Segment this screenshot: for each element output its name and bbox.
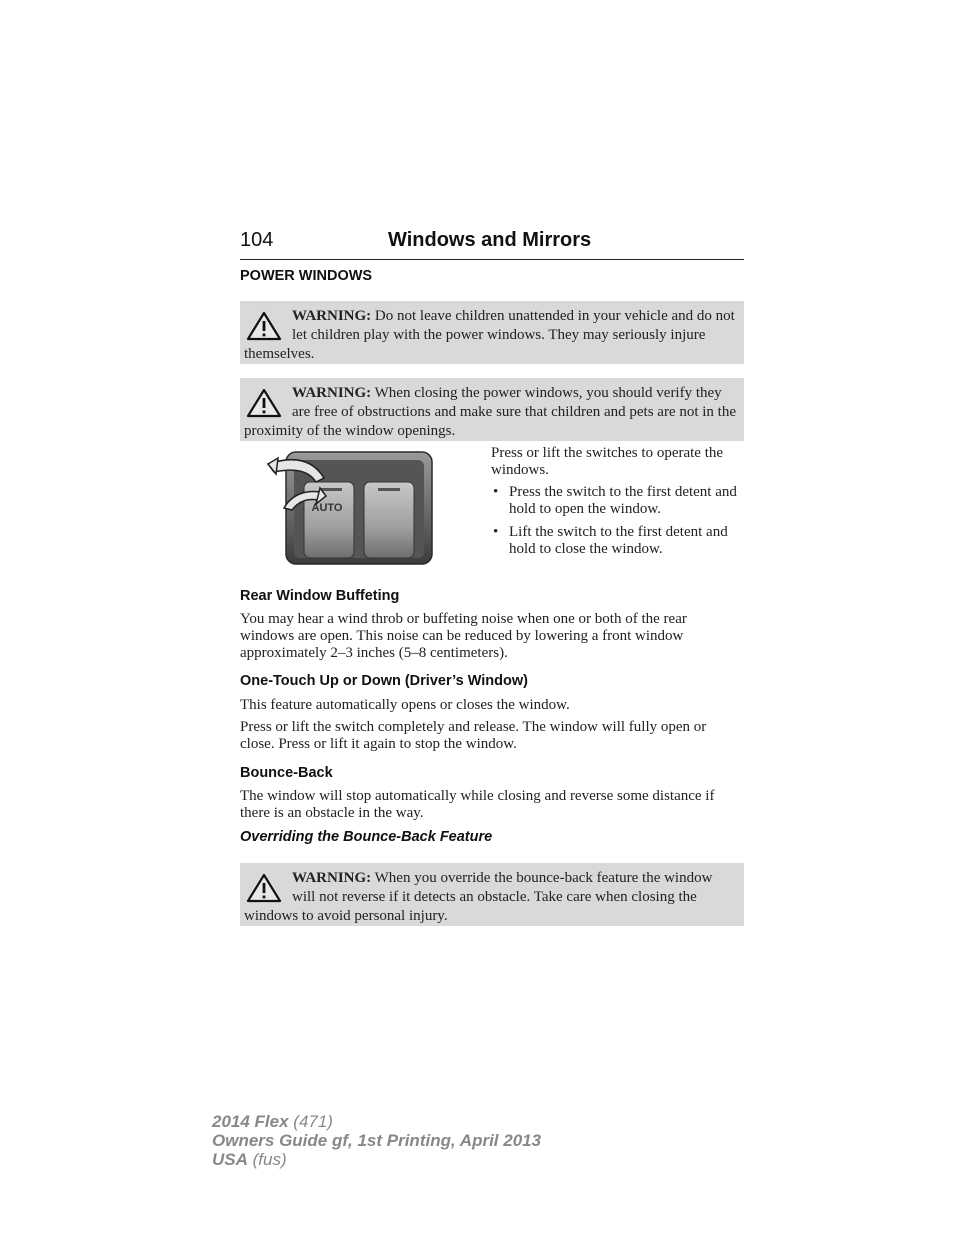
one-touch-text-1: This feature automatically opens or closes the window. [240,697,570,713]
one-touch-heading: One-Touch Up or Down (Driver’s Window) [240,673,528,689]
warning-triangle-icon [246,311,282,341]
warning-label: WARNING: [292,308,372,324]
bounce-back-heading: Bounce-Back [240,765,333,781]
page-footer [212,1112,541,1169]
list-item: • Press the switch to the first detent and hold to open the window. [493,484,737,517]
warning-triangle-icon [246,388,282,418]
footer-line-1: 2014 Flex (471) [212,1112,333,1131]
chapter-title: Windows and Mirrors [388,229,592,251]
warning-label: WARNING: [292,870,372,886]
switch-bullet-list [491,484,743,558]
rear-buffeting-text: You may hear a wind throb or buffeting noise when one or both of the rear windows are open. This noise can be reduced by lowering a front window approximately 2–3 inches (5–8 centimeters). [240,611,687,661]
list-item: • Lift the switch to the first detent and hold to close the window. [493,524,728,557]
footer-line-2: Owners Guide gf, 1st Printing, April 2013 [212,1131,542,1150]
footer-line-3: USA (fus) [212,1150,287,1169]
bounce-back-text: The window will stop automatically while closing and reverse some distance if there is an obstacle in the way. [240,788,715,821]
window-switch-illustration [262,448,434,566]
warning-label: WARNING: [292,385,372,401]
warning-box-children [240,301,744,364]
one-touch-text-2: Press or lift the switch completely and release. The window will fully open or close. Press or lift it again to stop the window. [240,719,707,752]
switch-instructions [491,445,743,564]
warning-triangle-icon [246,873,282,903]
warning-text: Do not leave children unattended in your vehicle and do not let children play with the power windows. They may seriously injure themselves. [244,308,735,362]
rear-buffeting-heading: Rear Window Buffeting [240,588,400,604]
page-number: 104 [240,229,274,251]
warning-text: When closing the power windows, you should verify they are free of obstructions and make sure that children and pets are not in the proximity of the window openings. [244,385,737,439]
override-heading: Overriding the Bounce-Back Feature [240,829,493,845]
warning-text: When you override the bounce-back feature the window will not reverse if it detects an obstacle. Take care when closing the windows to avoid personal injury. [244,870,713,924]
warning-box-obstructions [240,378,744,441]
section-title: POWER WINDOWS [240,268,373,284]
auto-label: AUTO [311,502,343,514]
warning-box-override [240,863,744,926]
page-header [240,229,744,260]
switch-intro: Press or lift the switches to operate the windows. [491,445,724,478]
